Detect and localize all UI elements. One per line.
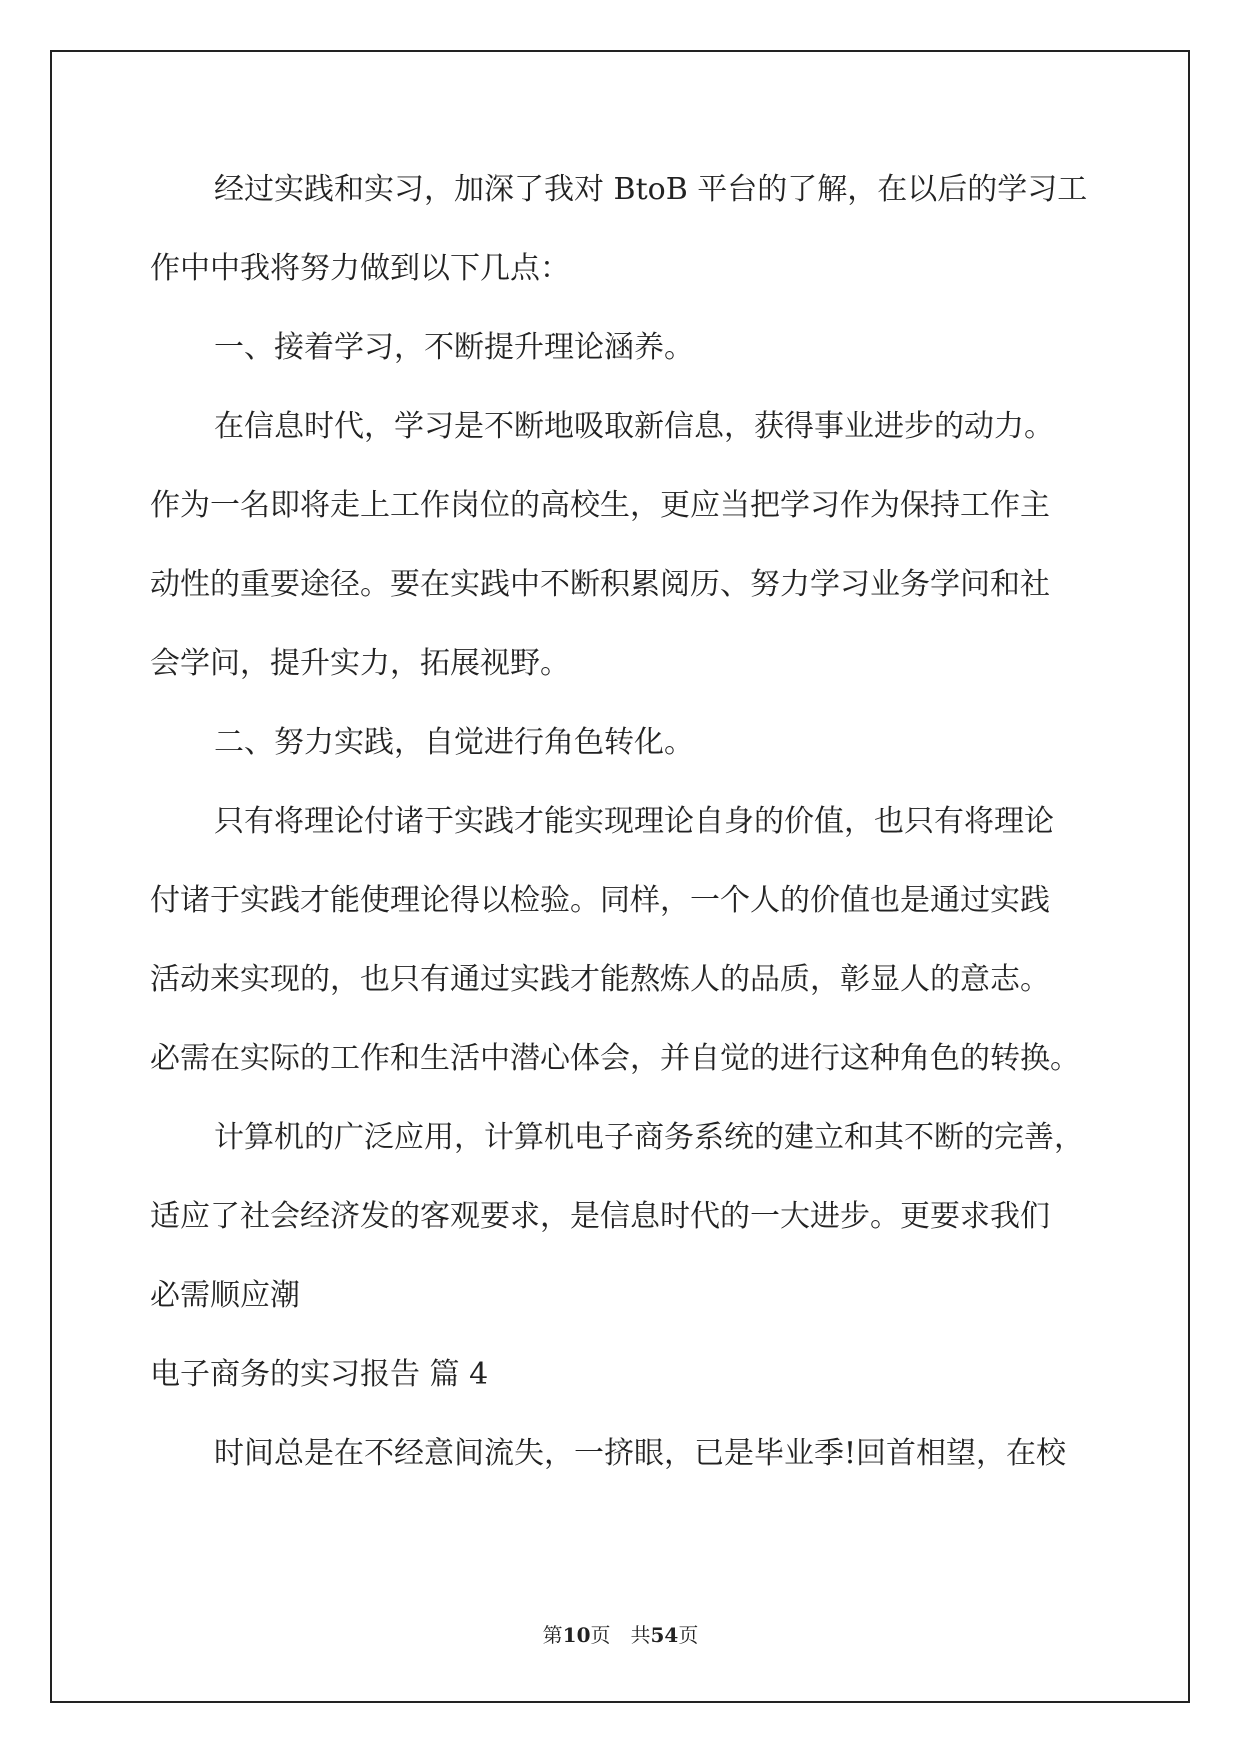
page-suffix: 页 <box>678 1623 699 1647</box>
section-heading: 二、努力实践，自觉进行角色转化。 <box>214 725 694 760</box>
paragraph-line: 在信息时代，学习是不断地吸取新信息，获得事业进步的动力。 <box>214 409 1054 444</box>
page-footer <box>0 1619 1241 1648</box>
article-title: 电子商务的实习报告 篇 4 <box>150 1357 489 1392</box>
paragraph-line: 活动来实现的，也只有通过实践才能熬炼人的品质，彰显人的意志。 <box>150 962 1050 997</box>
paragraph-line: 会学问，提升实力，拓展视野。 <box>150 646 570 681</box>
paragraph-line: 动性的重要途径。要在实践中不断积累阅历、努力学习业务学问和社 <box>150 567 1050 602</box>
total-pages-number: 54 <box>650 1623 679 1647</box>
paragraph-line: 必需在实际的工作和生活中潜心体会，并自觉的进行这种角色的转换。 <box>150 1041 1080 1076</box>
current-page-number: 10 <box>562 1623 591 1647</box>
paragraph-line: 适应了社会经济发的客观要求，是信息时代的一大进步。更要求我们 <box>150 1199 1050 1234</box>
paragraph-line: 付诸于实践才能使理论得以检验。同样，一个人的价值也是通过实践 <box>150 883 1050 918</box>
page-prefix: 第 <box>542 1623 563 1647</box>
paragraph-line: 必需顺应潮 <box>150 1278 300 1313</box>
paragraph-line: 计算机的广泛应用，计算机电子商务系统的建立和其不断的完善， <box>214 1120 1084 1155</box>
paragraph-line: 作为一名即将走上工作岗位的高校生，更应当把学习作为保持工作主 <box>150 488 1050 523</box>
paragraph-line: 经过实践和实习，加深了我对 BtoB 平台的了解，在以后的学习工 <box>214 172 1088 207</box>
paragraph-line: 作中中我将努力做到以下几点： <box>150 251 570 286</box>
paragraph-line: 只有将理论付诸于实践才能实现理论自身的价值，也只有将理论 <box>214 804 1054 839</box>
page-mid: 页 共 <box>590 1623 651 1647</box>
section-heading: 一、接着学习，不断提升理论涵养。 <box>214 330 694 365</box>
paragraph-line: 时间总是在不经意间流失，一挤眼，已是毕业季!回首相望，在校 <box>214 1436 1067 1471</box>
document-body <box>150 160 1100 1503</box>
